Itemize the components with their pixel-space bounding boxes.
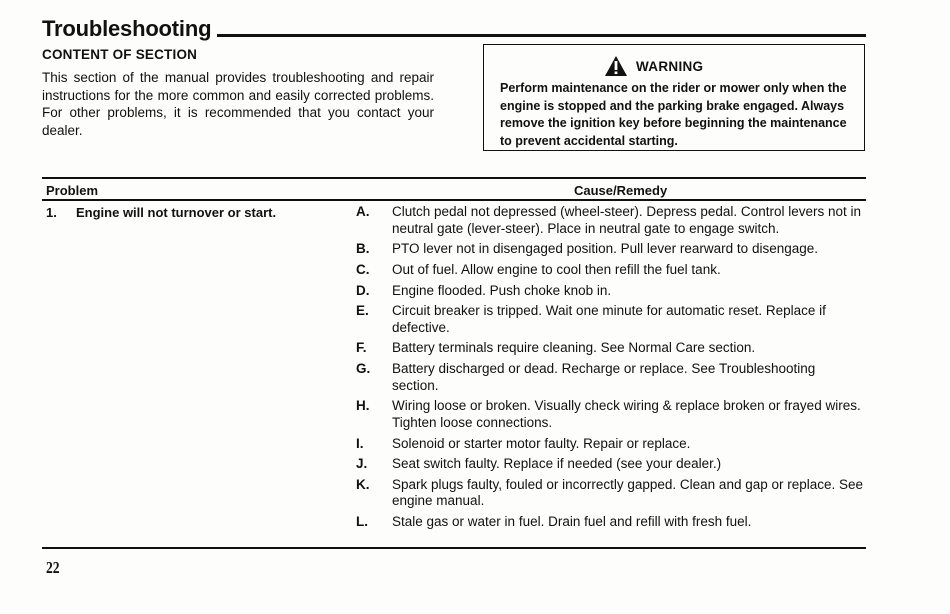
remedy-letter: F. xyxy=(356,340,367,356)
remedy-item xyxy=(352,398,864,431)
table-top-rule xyxy=(42,177,866,179)
remedy-item xyxy=(352,477,864,510)
remedy-text: PTO lever not in disengaged position. Pull lever rearward to disengage. xyxy=(392,241,819,257)
remedy-text: Circuit breaker is tripped. Wait one minute for automatic reset. Replace if defective. xyxy=(392,303,826,335)
problem-number: 1. xyxy=(46,205,57,220)
title-row xyxy=(42,12,866,42)
remedy-letter: A. xyxy=(356,204,370,219)
warning-title xyxy=(604,55,703,77)
remedy-item xyxy=(352,456,864,473)
remedy-list xyxy=(352,204,864,535)
remedy-item xyxy=(352,283,864,300)
remedy-item xyxy=(352,361,864,394)
remedy-text: Wiring loose or broken. Visually check wiring & replace broken or frayed wires. Tighten loose connections. xyxy=(392,398,861,430)
table-header-rule xyxy=(42,199,866,201)
remedy-item xyxy=(352,436,864,453)
remedy-text: Battery terminals require cleaning. See Normal Care section. xyxy=(392,340,756,356)
remedy-text: Engine flooded. Push choke knob in. xyxy=(392,282,612,298)
problem-text: Engine will not turnover or start. xyxy=(76,205,277,220)
page-title: Troubleshooting xyxy=(42,16,212,41)
remedy-letter: I. xyxy=(356,435,364,451)
warning-label: WARNING xyxy=(636,58,704,74)
remedy-letter: E. xyxy=(356,303,369,319)
remedy-item xyxy=(352,204,864,237)
remedy-text: Battery discharged or dead. Recharge or replace. See Troubleshooting section. xyxy=(392,361,816,393)
remedy-text: Seat switch faulty. Replace if needed (see your dealer.) xyxy=(392,456,722,472)
remedy-letter: J. xyxy=(356,456,368,472)
column-header-cause-remedy: Cause/Remedy xyxy=(574,183,668,198)
problem-item xyxy=(46,205,276,220)
column-header-problem: Problem xyxy=(46,183,99,198)
warning-triangle-icon xyxy=(604,55,628,77)
remedy-item xyxy=(352,340,864,357)
remedy-letter: B. xyxy=(356,241,370,257)
section-heading: CONTENT OF SECTION xyxy=(42,47,198,62)
remedy-item xyxy=(352,262,864,279)
remedy-letter: L. xyxy=(356,514,368,530)
warning-box xyxy=(483,44,865,151)
remedy-item xyxy=(352,514,864,531)
remedy-item xyxy=(352,303,864,336)
remedy-item xyxy=(352,241,864,258)
remedy-text: Spark plugs faulty, fouled or incorrectly gapped. Clean and gap or replace. See engine manual. xyxy=(392,476,864,509)
title-rule xyxy=(217,34,866,37)
remedy-letter: G. xyxy=(356,361,371,377)
warning-text: Perform maintenance on the rider or mower only when the engine is stopped and the parking brake engaged. Always remove the ignition key before beginning the maintenance to prevent accidental starting. xyxy=(500,81,847,148)
intro-paragraph: This section of the manual provides troubleshooting and repair instructions for the more common and easily corrected problems. For other problems, it is recommended that you contact your dealer. xyxy=(42,70,434,138)
remedy-text: Stale gas or water in fuel. Drain fuel and refill with fresh fuel. xyxy=(392,514,752,530)
table-bottom-rule xyxy=(42,547,866,549)
page-number: 22 xyxy=(46,558,60,577)
remedy-letter: D. xyxy=(356,282,370,298)
remedy-letter: K. xyxy=(356,476,370,492)
remedy-text: Out of fuel. Allow engine to cool then refill the fuel tank. xyxy=(392,261,721,277)
remedy-text: Clutch pedal not depressed (wheel-steer). Depress pedal. Control levers not in neutral gate (lever-steer). Place in neutral gate to engage switch. xyxy=(392,204,861,236)
remedy-text: Solenoid or starter motor faulty. Repair or replace. xyxy=(392,435,691,451)
remedy-letter: H. xyxy=(356,398,370,414)
remedy-letter: C. xyxy=(356,261,370,277)
